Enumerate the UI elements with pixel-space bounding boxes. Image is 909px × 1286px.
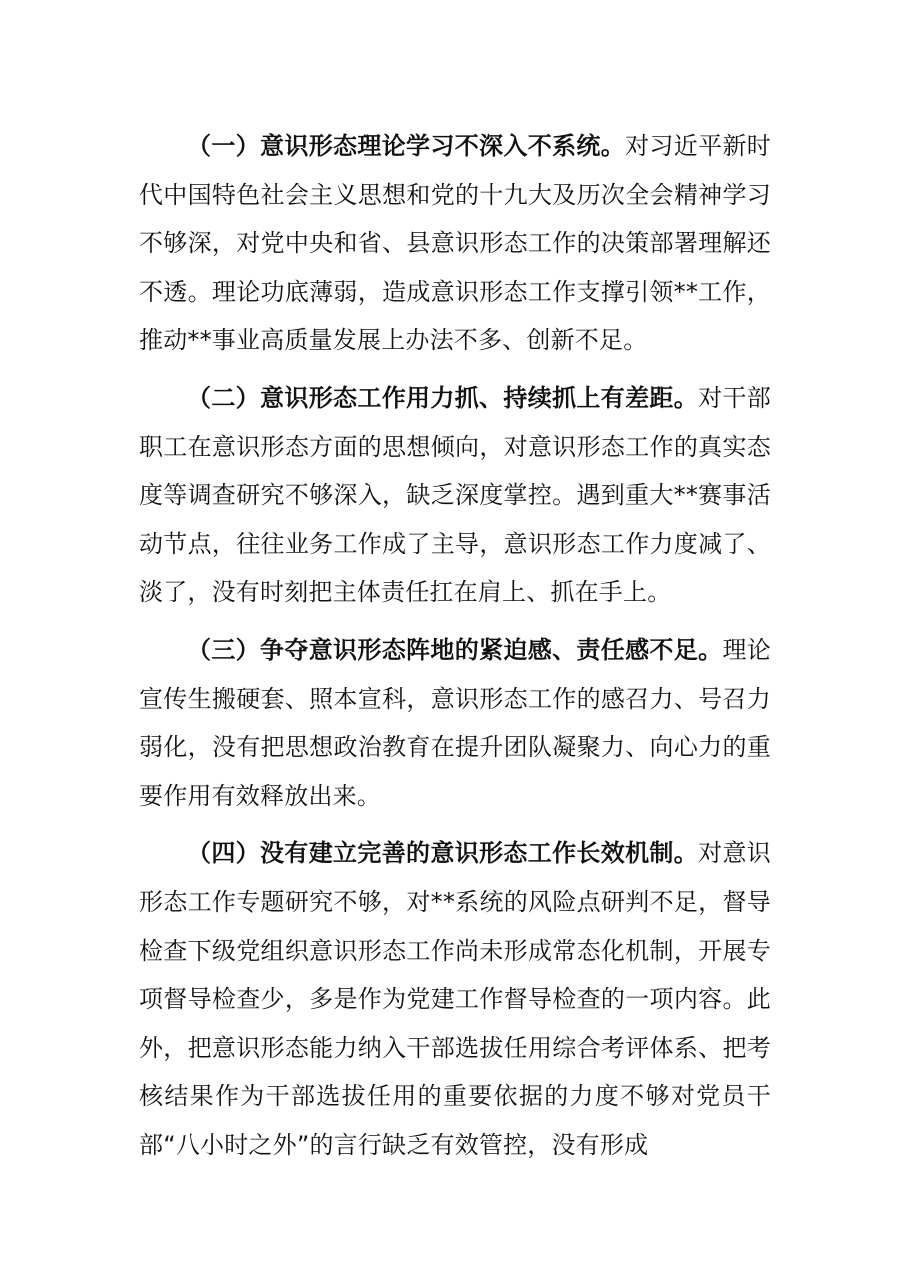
section-1-paragraph — [139, 122, 771, 365]
section-2-heading: （二）意识形态工作用力抓、持续抓上有差距。 — [187, 383, 699, 412]
section-4-body: 对意识形态工作专题研究不够，对**系统的风险点研判不足，督导检查下级党组织意识形态工作尚未形成常态化机制，开展专项督导检查少，多是作为党建工作督导检查的一项内容。此外，把意识形态能力纳入干部选拔任用综合考评体系、把考核结果作为干部选拔任用的重要依据的力度不够对党员干部“八小时之外”的言行缺乏有效管控，没有形成 — [139, 839, 771, 1159]
section-1-heading: （一）意识形态理论学习不深入不系统。 — [187, 132, 626, 160]
section-3-heading: （三）争夺意识形态阵地的紧迫感、责任感不足。 — [187, 635, 723, 664]
section-2-paragraph — [139, 374, 771, 617]
section-4-paragraph — [139, 829, 771, 1169]
section-4-heading: （四）没有建立完善的意识形态工作长效机制。 — [187, 839, 699, 868]
section-3-paragraph — [139, 626, 771, 820]
section-1-body: 对习近平新时代中国特色社会主义思想和党的十九大及历次全会精神学习不够深，对党中央和省、县意识形态工作的决策部署理解还不透。理论功底薄弱，造成意识形态工作支撑引领**工作，推动**事业高质量发展上办法不多、创新不足。 — [139, 132, 771, 355]
section-2-body: 对干部职工在意识形态方面的思想倾向，对意识形态工作的真实态度等调查研究不够深入，缺乏深度掌控。遇到重大**赛事活动节点，往往业务工作成了主导，意识形态工作力度减了、淡了，没有时刻把主体责任扛在肩上、抓在手上。 — [139, 383, 771, 607]
section-3-body: 理论宣传生搬硬套、照本宣科，意识形态工作的感召力、号召力弱化，没有把思想政治教育在提升团队凝聚力、向心力的重要作用有效释放出来。 — [139, 635, 771, 810]
document-page — [139, 122, 771, 1178]
